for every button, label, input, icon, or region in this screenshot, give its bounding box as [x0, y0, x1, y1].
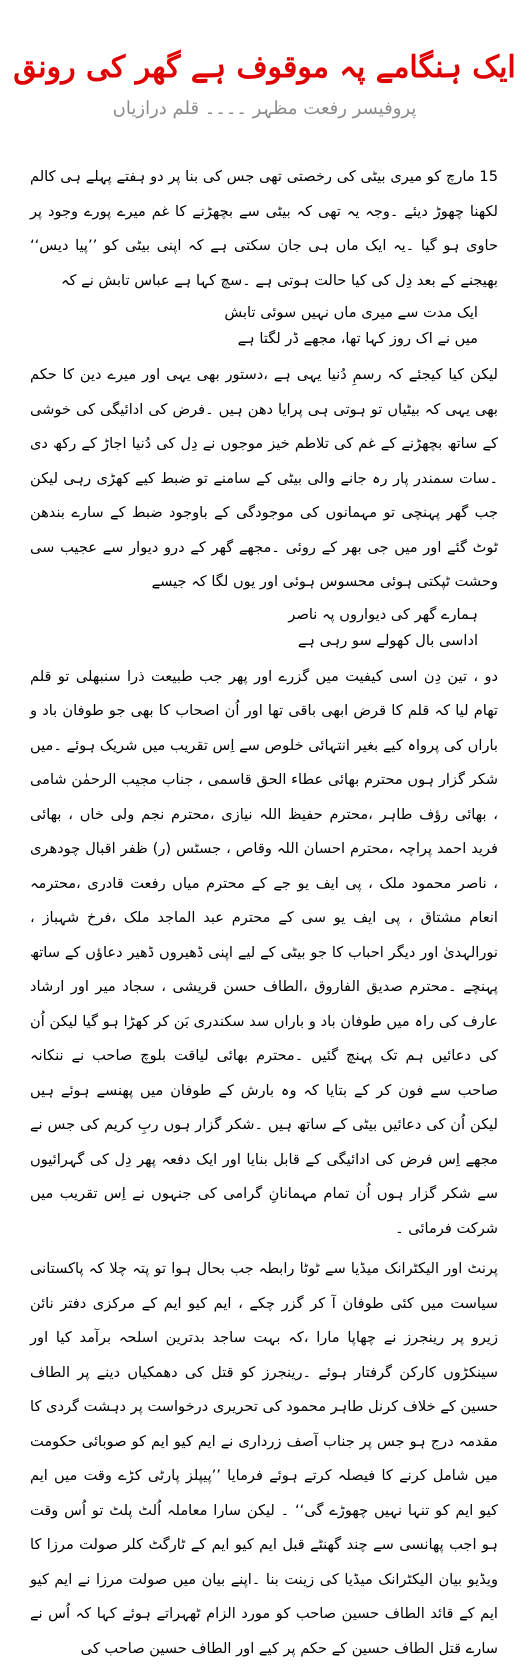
- paragraph-3: دو ، تین دِن اسی کیفیت میں گزرے اور پھر جب طبیعت ذرا سنبھلی تو قلم تھام لیا کہ قلم کا قرض ابھی باقی تھا اور اُن اصحاب کا بھی جو طوفان باد و باراں کی پرواہ کیے بغیر انتہائی خلوص سے اِس تقریب میں شریک ہوئے ۔میں شکر گزار ہوں محترم بھائی عطاء الحق قاسمی ، جناب مجیب الرحمٰن شامی ، بھائی رؤف طاہر ،محترم حفیظ اللہ نیازی ،محترم نجم ولی خاں ، بھائی فرید احمد پراچہ ،محترم احسان اللہ وقاص ، جسٹس (ر) ظفر اقبال چودھری ، ناصر محمود ملک ، پی ایف یو جے کے محترم میاں رفعت قادری ،محترمہ انعام مشتاق ، پی ایف یو سی کے محترم عبد الماجد ملک ،فرخ شہباز ، نورالہدیٰ اور دیگر احباب کا جو بیٹی کے لیے اپنی ڈھیروں ڈھیر دعاؤں کے ساتھ پہنچے ۔محترم صدیق الفاروق ،الطاف حسن قریشی ، سجاد میر اور ارشاد عارف کی راہ میں طوفان باد و باراں سد سکندری بَن کر کھڑا ہو گیا لیکن اُن کی دعائیں ہم تک پہنچ گئیں ۔محترم بھائی لیاقت بلوچ صاحب نے ننکانہ صاحب سے فون کر کے بتایا کہ وہ بارش کے طوفان میں پھنسے ہوئے ہیں لیکن اُن کی دعائیں بیٹی کے ساتھ ہیں ۔شکر گزار ہوں ربِ کریم کی جس نے مجھے اِس فرض کی ادائیگی کے قابل بنایا اور ایک دفعہ پھر دِل کی گہرائیوں سے شکر گزار ہوں اُن تمام مہمانانِ گرامی کی جنہوں نے اِس تقریب میں شرکت فرمائی ۔: [30, 667, 498, 1237]
- paragraph-4: پرنٹ اور الیکٹرانک میڈیا سے ٹوٹا رابطہ جب بحال ہوا تو پتہ چلا کہ پاکستانی سیاست میں کئی طوفان آ کر گزر چکے ، ایم کیو ایم کے مرکزی دفتر نائن زیرو پر رینجرز نے چھاپا مارا ،کہ بہت ساجد بدترین اسلحہ برآمد کیا اور سینکڑوں کارکن گرفتار ہوئے ۔رینجرز کو قتل کی دھمکیاں دینے پر الطاف حسین کے خلاف کرنل طاہر محمود کی تحریری درخواست پر دہشت گردی کا مقدمہ درج ہو جس پر جناب آصف زرداری نے ایم کیو ایم کو صوبائی حکومت میں شامل کرنے کا فیصلہ کرتے ہوئے فرمایا ’’پیپلز پارٹی کڑے وقت میں ایم کیو ایم کو تنہا نہیں چھوڑے گی‘‘ ۔ لیکن سارا معاملہ اُلٹ پلٹ تو اُس وقت ہو اجب پھانسی سے چند گھنٹے قبل ایم کیو ایم کے ٹارگٹ کلر صولت مرزا کا ویڈیو بیان الیکٹرانک میڈیا کی زینت بنا ۔اپنے بیان میں صولت مرزا نے ایم کیو ایم کے قائد الطاف حسین صاحب کو مورد الزام ٹھہراتے ہوئے کہا کہ اُس نے سارے قتل الطاف حسین کے حکم پر کیے اور الطاف حسین صاحب کی: [30, 1260, 498, 1657]
- article-title: ایک ہنگامے پہ موقوف ہے گھر کی رونق: [13, 50, 516, 85]
- verse-line: ہمارے گھر کی دیواروں پہ ناصر: [288, 605, 478, 623]
- verse-line: میں نے اک روز کہا تھا، مجھے ڈر لگتا ہے: [237, 330, 478, 347]
- article-byline: پروفیسر رفعت مظہر ۔۔۔۔ قلم درازیاں: [112, 98, 417, 119]
- paragraph-1: 15 مارچ کو میری بیٹی کی رخصتی تھی جس کی بنا پر دو ہفتے پہلے ہی کالم لکھنا چھوڑ دیئے ۔وجہ یہ تھی کہ بیٹی سے بچھڑنے کا غم میرے پورے وجود پر حاوی ہو گیا ۔یہ ایک ماں ہی جان سکتی ہے کہ اپنی بیٹی کو ’’پیا دیس‘‘ بھیجنے کے بعد دِل کی کیا حالت ہوتی ہے ۔سچ کہا ہے عباس تابش نے کہ: [30, 168, 498, 289]
- verse-line: اداسی بال کھولے سو رہی ہے: [297, 631, 478, 649]
- verse-block-1: [30, 300, 498, 352]
- verse-line: ایک مدت سے میری ماں نہیں سوئی تابش: [224, 304, 478, 321]
- paragraph-2: لیکن کیا کیجئے کہ رسمِ دُنیا یہی ہے ،دستور بھی یہی اور میرے دین کا حکم بھی یہی کہ بیٹیاں تو ہوتی ہی پرایا دھن ہیں ۔فرض کی ادائیگی کی خوشی کے ساتھ بچھڑنے کے غم کی تلاطم خیز موجوں نے دِل کی دُنیا اجاڑ کے رکھ دی ۔سات سمندر پار رہ جانے والی بیٹی کے سامنے تو ضبط کیے کھڑی رہی لیکن جب گھر پہنچی تو مہمانوں کی موجودگی کے باوجود ضبط کے سارے بندھن ٹوٹ گئے اور میں جی بھر کے روئی ۔مجھے گھر کے درو دیوار سے عجیب سی وحشت ٹپکتی ہوئی محسوس ہوئی اور یوں لگا کہ جیسے: [30, 366, 498, 590]
- article-body: [30, 160, 498, 1666]
- verse-block-2: [30, 602, 498, 654]
